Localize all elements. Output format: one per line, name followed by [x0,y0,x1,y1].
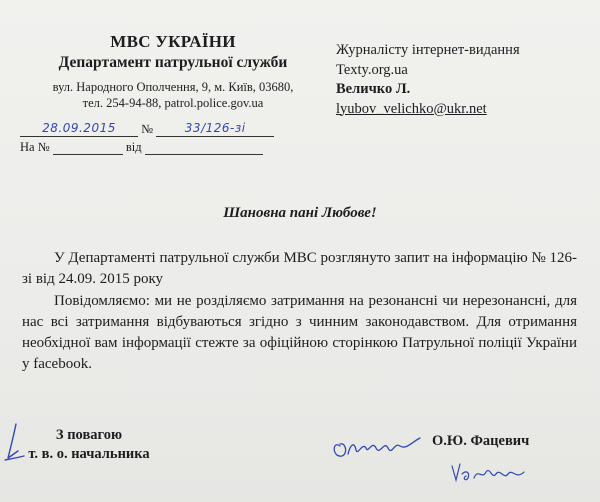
letter-body [22,248,577,375]
signer-position: т. в. о. начальника [28,446,150,462]
date-blank [20,122,138,137]
closing-phrase: З повагою [55,427,123,443]
handwritten-date: 28.09.2015 [42,121,116,135]
initials-scrawl [448,458,530,486]
body-paragraph: Повідомляємо: ми не розділяємо затримання на резонансні чи нерезонансні, для нас всі затримання відбуваються згідно з чинним законодавством. Для отримання необхідної вам інформації стежте за офіційною сторінкою Патрульної поліції України у facebook. [22,293,577,372]
ministry-name: МВС УКРАЇНИ [110,32,236,51]
address-line: вул. Народного Ополчення, 9, м. Київ, 03680, [52,80,294,94]
outgoing-registration [20,122,274,137]
salutation: Шановна пані Любове! [223,205,377,221]
department-name: Департамент патрульної служби [58,54,288,71]
incoming-reference [20,140,263,155]
ref-date-blank [145,140,263,155]
ref-label: На № [20,140,50,154]
signature-block [14,426,164,464]
signer-name: О.Ю. Фацевич [432,433,530,449]
recipient-name: Величко Л. [336,81,411,97]
handwritten-number: 33/126-зі [184,121,246,135]
body-paragraph: У Департаменті патрульної служби МВС розглянуто запит на інформацію № 126-зі від 24.09. 2015 року [22,250,578,287]
recipient-block [336,41,586,119]
number-blank [156,122,274,137]
recipient-role: Журналісту інтернет-видання [336,42,520,58]
letterhead-address [28,79,318,111]
recipient-outlet: Texty.org.ua [336,61,408,78]
number-label: № [141,122,154,136]
from-label: від [125,140,142,154]
handwritten-signature [328,426,428,466]
ref-number-blank [53,140,123,155]
recipient-email: lyubov_velichko@ukr.net [336,100,487,117]
contact-line: тел. 254-94-88, patrol.police.gov.ua [82,96,264,110]
letterhead [28,32,318,111]
